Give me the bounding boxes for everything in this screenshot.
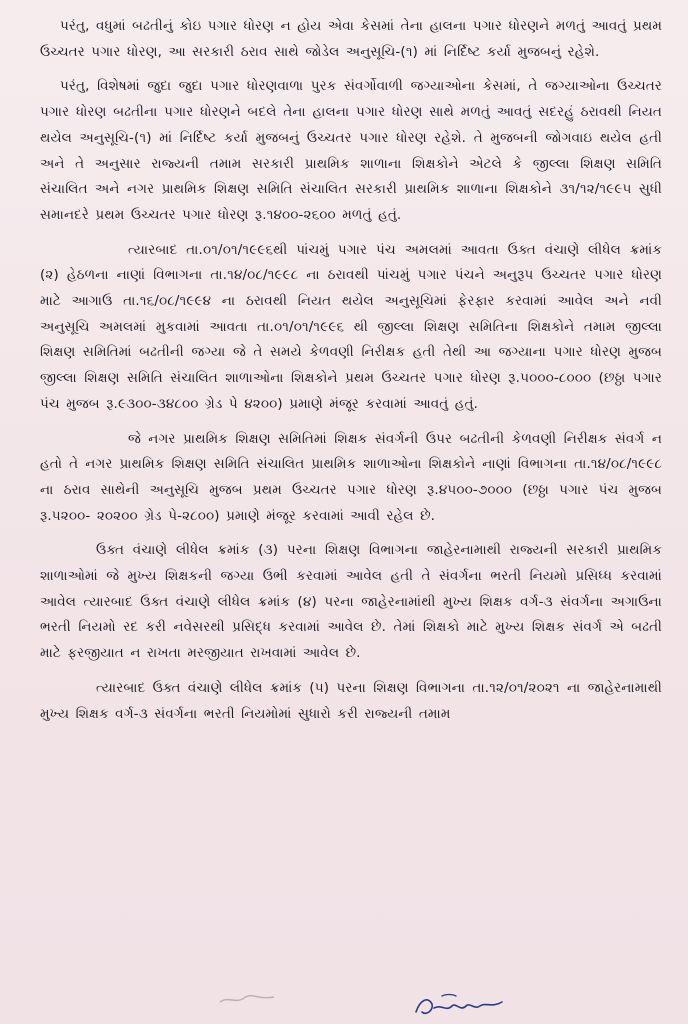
paragraph-4: જે નગર પ્રાથમિક શિક્ષણ સમિતિમાં શિક્ષક સંવર્ગની ઉપર બઢતીની કેળવણી નિરીક્ષક સંવર્ગ ન હતો તે નગર પ્રાથમિક શિક્ષણ સમિતિ સંચાલિત પ્રાથમિક શાળાઓના શિક્ષકોને નાણાં વિભાગના તા.૧૪/૦૮/૧૯૯૮ ના ઠરાવ સાથેની અનુસૂચિ મુજબ પ્રથમ ઉચ્ચતર પગાર ધોરણ રૂ.૪૫૦૦-૭૦૦૦ (છઠ્ઠા પગાર પંચ મુજબ રૂ.૫૨૦૦- ૨૦૨૦૦ ગ્રેડ પે-૨૮૦૦) પ્રમાણે મંજૂર કરવામાં આવી રહેલ છે. bbox=[40, 431, 662, 524]
paragraph-1: પરંતુ, વધુમાં બઢતીનું કોઇ પગાર ધોરણ ન હોય એવા કેસમાં તેના હાલના પગાર ધોરણને મળતું આવતું પ્રથમ ઉચ્ચતર પગાર ધોરણ, આ સરકારી ઠરાવ સાથે જોડેલ અનુસૂચિ-(૧) માં નિર્દિષ્ટ કર્યા મુજબનું રહેશે. bbox=[40, 19, 662, 60]
paragraph-6: ત્યારબાદ ઉક્ત વંચાણે લીધેલ ક્રમાંક (૫) પરના શિક્ષણ વિભાગના તા.૧૨/૦૧/૨૦૨૧ ના જાહેરનામાથી મુખ્ય શિક્ષક વર્ગ-૩ સંવર્ગના ભરતી નિયમોમાં સુધારો કરી રાજ્યની તમામ bbox=[40, 680, 663, 722]
paragraph-5: ઉક્ત વંચાણે લીધેલ ક્રમાંક (૩) પરના શિક્ષણ વિભાગના જાહેરનામાથી રાજ્યની સરકારી પ્રાથમિક શાળાઓમાં જે મુખ્ય શિક્ષકની જગ્યા ઉભી કરવામાં આવેલ હતી તે સંવર્ગના ભરતી નિયમો પ્રસિધ્ધ કરવામાં આવેલ ત્યારબાદ ઉક્ત વંચાણે લીધેલ ક્રમાંક (૪) પરના જાહેરનામાંથી મુખ્ય શિક્ષક વર્ગ-૩ સંવર્ગના અગાઉના ભરતી નિયમો રદ કરી નવેસરથી પ્રસિદ્ધ કરવામાં આવેલ છે. તેમાં શિક્ષકો માટે મુખ્ય શિક્ષક સંવર્ગ એ બઢતી માટે ફરજીયાત ન રાખતા મરજીયાત રાખવામાં આવેલ છે. bbox=[40, 543, 662, 662]
paragraph-3: ત્યારબાદ તા.૦૧/૦૧/૧૯૯૬થી પાંચમું પગાર પંચ અમલમાં આવતા ઉક્ત વંચાણે લીધેલ ક્રમાંક (૨) હેઠળના નાણાં વિભાગના તા.૧૪/૦૮/૧૯૯૮ ના ઠરાવથી પાંચમું પગાર પંચને અનુરૂપ ઉચ્ચતર પગાર ધોરણ માટે આગાઉ તા.૧૬/૦૮/૧૯૯૪ ના ઠરાવથી નિયત થયેલ અનુસૂચિમાં ફેરફાર કરવામાં આવેલ અને નવી અનુસૂચિ અમલમાં મુકવામાં આવતા તા.૦૧/૦૧/૧૯૯૬ થી જીલ્લા શિક્ષણ સમિતિના શિક્ષકોને તમામ જીલ્લા શિક્ષણ સમિતિમાં બઢતીની જગ્યા જે તે સમયે કેળવણી નિરીક્ષક હતી તેથી આ જગ્યાના પગાર ધોરણ મુજબ જીલ્લા શિક્ષણ સમિતિ સંચાલિત શાળાઓના શિક્ષકોને પ્રથમ ઉચ્ચતર પગાર ધોરણ રૂ.૫૦૦૦-૮૦૦૦ (છઠ્ઠા પગાર પંચ મુજબ રૂ.૯૩૦૦-૩૪૮૦૦ ગ્રેડ પે ૪૨૦૦) પ્રમાણે મંજૂર કરવામાં આવતું હતું. bbox=[40, 242, 662, 412]
paragraph-2: પરંતુ, વિશેષમાં જુદા જુદા પગાર ધોરણવાળા પુરક સંવર્ગોવાળી જગ્યાઓના કેસમાં, તે જગ્યાઓના ઉચ્ચતર પગાર ધોરણ બઢતીના પગાર ધોરણને બદલે તેના હાલના પગાર ધોરણ સાથે મળતું આવતું સદરહું ઠરાવથી નિયત થયેલ અનુસૂચિ-(૧) માં નિર્દિષ્ટ કર્યા મુજબનું ઉચ્ચતર પગાર ધોરણ રહેશે. તે મુજબની જોગવાઇ થયેલ હતી અને તે અનુસાર રાજ્યની તમામ સરકારી પ્રાથમિક શાળાના શિક્ષકોને એટલે કે જીલ્લા શિક્ષણ સમિતિ સંચાલિત અને નગર પ્રાથમિક શિક્ષણ સમિતિ સંચાલિત સરકારી પ્રાથમિક શાળાના શિક્ષકોને ૩૧/૧૨/૧૯૯૫ સુધી સમાનદરે પ્રથમ ઉચ્ચતર પગાર ધોરણ રૂ.૧૪૦૦-૨૬૦૦ મળતું હતું. bbox=[40, 79, 663, 223]
faint-signature-mark bbox=[218, 988, 278, 1008]
signature-mark bbox=[412, 990, 507, 1022]
document-body bbox=[40, 14, 662, 736]
